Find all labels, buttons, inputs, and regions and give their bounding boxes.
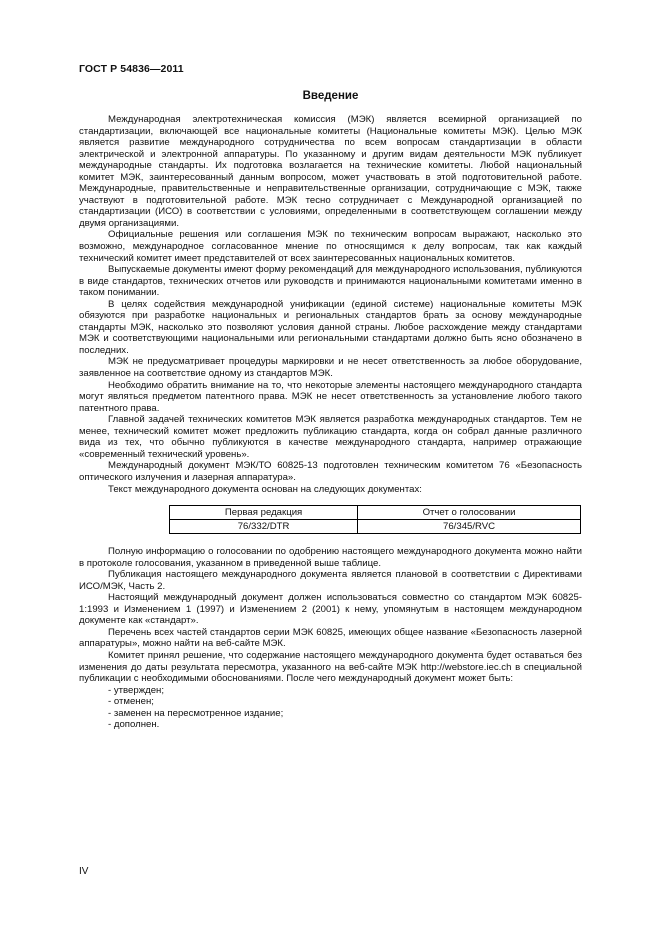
list-item: - дополнен. — [108, 719, 160, 731]
document-header: ГОСТ Р 54836—2011 — [79, 63, 184, 75]
paragraph: Главной задачей технических комитетов МЭК является разработка международных стандартов. Тем не менее, технический комитет может предложить публикацию стандарта, когда он собрал данные различного вида из тех, что обычно публикуются в качестве международного стандарта, например отражающие «современный технический уровень». — [79, 414, 582, 460]
list-item: - утвержден; — [108, 684, 165, 696]
table-header-row — [170, 506, 581, 520]
table-cell: 76/345/RVC — [358, 520, 581, 534]
list-item: - отменен; — [108, 696, 154, 708]
paragraph: Выпускаемые документы имеют форму рекомендаций для международного использования, публикуются в виде стандартов, технических отчетов или руководств и принимаются национальными комитетами именно в таком понимании. — [79, 264, 582, 299]
paragraph: В целях содействия международной унификации (единой системе) национальные комитеты МЭК обязуются при разработке национальных и региональных стандартов брать за основу международные стандарты МЭК, насколько это позволяют условия данной страны. Любое расхождение между стандартами МЭК и соответствующими национальными или региональными стандартами должно быть ясно обозначено в последних. — [79, 298, 582, 356]
list-item: - заменен на пересмотренное издание; — [108, 707, 284, 719]
table-header-cell: Отчет о голосовании — [358, 506, 581, 520]
table-header-cell: Первая редакция — [170, 506, 358, 520]
outcome-list — [79, 685, 582, 731]
paragraph: Комитет принял решение, что содержание настоящего международного документа будет оставаться без изменения до даты результата пересмотра, указанного на веб-сайте МЭК http://webstore.iec.ch в специальной публикации с необходимыми обоснованиями. После чего международный документ может быть: — [79, 649, 582, 685]
paragraph: МЭК не предусматривает процедуры маркировки и не несет ответственность за любое оборудование, заявленное на соответствие одному из стандартов МЭК. — [79, 356, 582, 380]
paragraph: Официальные решения или соглашения МЭК по техническим вопросам выражают, насколько это возможно, международное согласованное мнение по относящимся к делу вопросам, так как каждый технический комитет имеет представителей от всех заинтересованных национальных комитетов. — [79, 229, 582, 264]
vote-table — [169, 505, 581, 534]
table-row — [170, 520, 581, 534]
paragraph: Настоящий международный документ должен использоваться совместно со стандартом МЭК 60825-1:1993 и Изменением 1 (1997) и Изменением 2 (2001) к нему, упомянутым в настоящем международном документе как «стандарт». — [79, 592, 582, 627]
paragraph: Международная электротехническая комиссия (МЭК) является всемирной организацией по стандартизации, включающей все национальные комитеты (Национальные комитеты МЭК). Целью МЭК является развитие международного сотрудничества по всем вопросам стандартизации в области электрической и электронной аппаратуры. По указанному и другим видам деятельности МЭК публикует международные стандарты. Их подготовка возлагается на технические комитеты. Любой национальный комитет МЭК, заинтересованный данным вопросом, может участвовать в этой подготовительной работе. Международные, правительственные и неправительственные организации, сотрудничающие с МЭК, также участвуют в подготовительной работе. МЭК тесно сотрудничает с Международной организацией по стандартизации (ИСО) в соответствии с условиями, определенными в соответствующем соглашении между двумя организациями. — [79, 114, 582, 229]
paragraph: Публикация настоящего международного документа является плановой в соответствии с Директивами ИСО/МЭК, Часть 2. — [79, 569, 582, 592]
paragraph: Полную информацию о голосовании по одобрению настоящего международного документа можно найти в протоколе голосования, указанном в приведенной выше таблице. — [79, 546, 582, 569]
paragraph: Перечень всех частей стандартов серии МЭК 60825, имеющих общее название «Безопасность лазерной аппаратуры», можно найти на веб-сайте МЭК. — [79, 626, 582, 650]
paragraph: Международный документ МЭК/ТО 60825-13 подготовлен техническим комитетом 76 «Безопасность оптического излучения и лазерная аппаратура». — [79, 460, 582, 483]
page-number: IV — [79, 866, 89, 877]
section-title: Введение — [302, 90, 359, 102]
document-body — [79, 114, 582, 731]
paragraph: Текст международного документа основан на следующих документах: — [108, 483, 422, 495]
paragraph: Необходимо обратить внимание на то, что некоторые элементы настоящего международного стандарта могут являться предметом патентного права. МЭК не несет ответственность за установление любого такого патентного права. — [79, 379, 582, 414]
table-cell: 76/332/DTR — [170, 520, 358, 534]
